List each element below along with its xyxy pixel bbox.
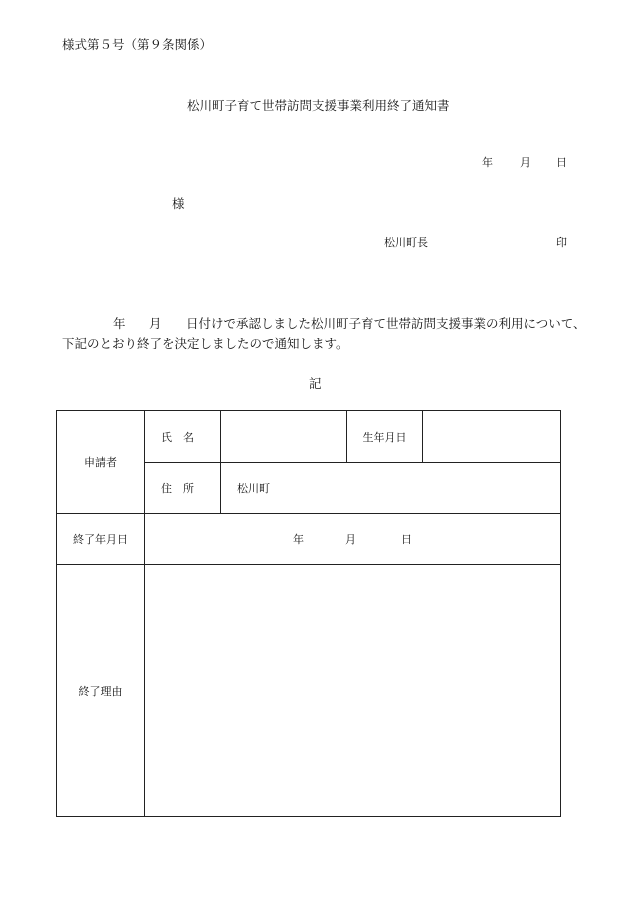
reason-field[interactable] <box>145 565 561 817</box>
addressee-suffix: 様 <box>172 196 185 211</box>
end-date-day: 日 <box>401 533 412 546</box>
body-month: 月 <box>149 316 162 331</box>
end-date-label: 終了年月日 <box>57 514 145 565</box>
seal-mark: 印 <box>556 236 567 249</box>
issue-date-day: 日 <box>556 156 567 169</box>
document-title: 松川町子育て世帯訪問支援事業利用終了通知書 <box>187 98 450 113</box>
issue-date-month: 月 <box>520 156 531 169</box>
name-field[interactable] <box>221 411 347 463</box>
notice-table <box>56 410 561 817</box>
ki-heading: 記 <box>309 376 322 391</box>
address-label: 住 所 <box>145 463 221 514</box>
body-line1-rest: 日付けで承認しました松川町子育て世帯訪問支援事業の利用について、 <box>186 316 586 331</box>
body-line2: 下記のとおり終了を決定しましたので通知します。 <box>62 336 349 351</box>
reason-label: 終了理由 <box>57 565 145 817</box>
name-label: 氏 名 <box>145 411 221 463</box>
birth-field[interactable] <box>423 411 561 463</box>
end-date-month: 月 <box>345 533 356 546</box>
end-date-field[interactable] <box>145 514 561 565</box>
issue-date-year: 年 <box>482 156 493 169</box>
body-year: 年 <box>113 316 126 331</box>
form-number: 様式第５号（第９条関係） <box>62 37 213 52</box>
end-date-year: 年 <box>293 533 304 546</box>
birth-label: 生年月日 <box>347 411 423 463</box>
applicant-label: 申請者 <box>57 411 145 514</box>
address-field[interactable]: 松川町 <box>221 463 561 514</box>
issuer-name: 松川町長 <box>384 236 428 249</box>
